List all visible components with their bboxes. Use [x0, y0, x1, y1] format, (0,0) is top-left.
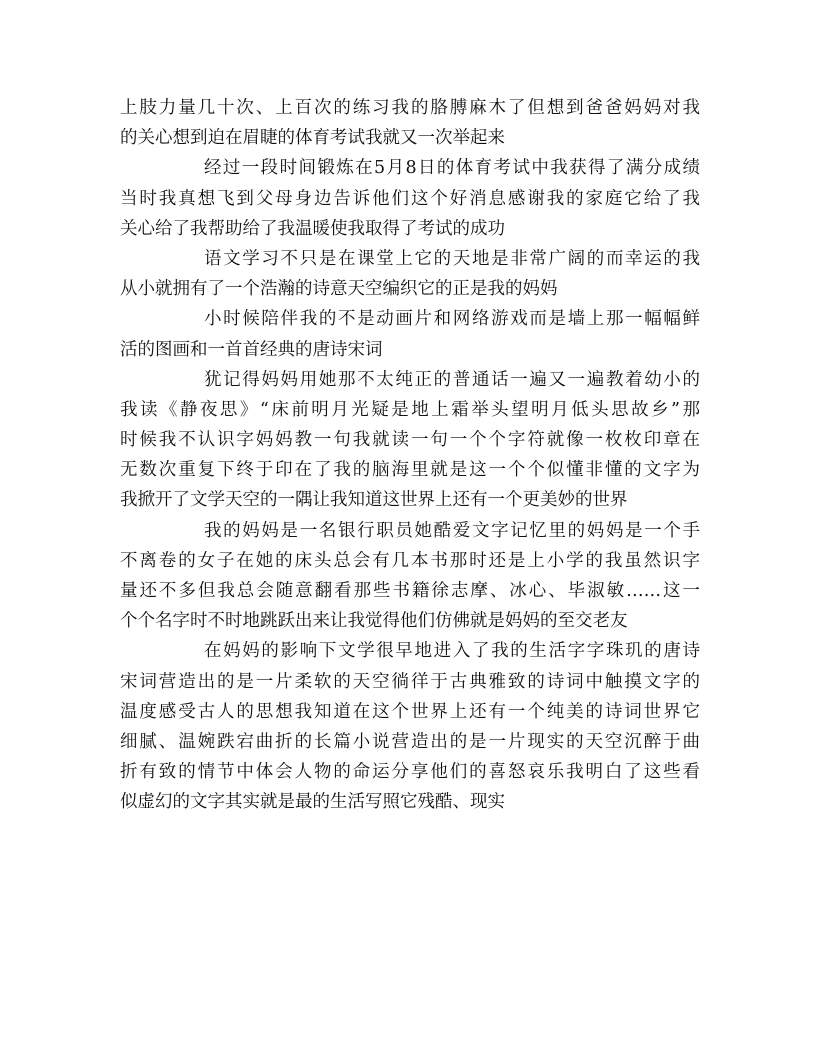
text-line: 个个名字时不时地跳跃出来让我觉得他们仿佛就是妈妈的至交老友 — [120, 611, 628, 632]
text-line: 小时候陪伴我的不是动画片和网络游戏而是墙上那一幅幅鲜 — [204, 309, 700, 330]
text-line: 语文学习不只是在课堂上它的天地是非常广阔的而幸运的我 — [204, 248, 700, 269]
text-line: 上肢力量几十次、上百次的练习我的胳膊麻木了但想到爸爸妈妈对我 — [120, 98, 700, 118]
text-line: 似虚幻的文字其实就是最的生活写照它残酷、现实 — [120, 792, 505, 813]
text-line: 我的妈妈是一名银行职员她酷爱文字记忆里的妈妈是一个手 — [204, 520, 700, 541]
essay-body — [120, 93, 700, 818]
text-line: 无数次重复下终于印在了我的脑海里就是这一个个似懂非懂的文字为 — [120, 460, 700, 481]
text-line: 量还不多但我总会随意翻看那些书籍徐志摩、冰心、毕淑敏……这一 — [120, 581, 700, 601]
text-line: 犹记得妈妈用她那不太纯正的普通话一遍又一遍教着幼小的 — [204, 369, 700, 390]
text-line: 当时我真想飞到父母身边告诉他们这个好消息感谢我的家庭它给了我 — [120, 188, 700, 209]
text-line: 经过一段时间锻炼在5月8日的体育考试中我获得了满分成绩 — [204, 158, 700, 179]
text-line: 温度感受古人的思想我知道在这个世界上还有一个纯美的诗词世界它 — [120, 701, 700, 722]
text-line: 活的图画和一首首经典的唐诗宋词 — [120, 339, 383, 360]
text-line: 宋词营造出的是一片柔软的天空徜徉于古典雅致的诗词中触摸文字的 — [120, 671, 700, 692]
text-line: 不离卷的女子在她的床头总会有几本书那时还是上小学的我虽然识字 — [120, 550, 700, 571]
text-line: 从小就拥有了一个浩瀚的诗意天空编织它的正是我的妈妈 — [120, 279, 558, 300]
text-line: 细腻、温婉跌宕曲折的长篇小说营造出的是一片现实的天空沉醉于曲 — [120, 731, 700, 752]
text-line: 时候我不认识字妈妈教一句我就读一句一个个字符就像一枚枚印章在 — [120, 430, 700, 451]
text-line: 我掀开了文学天空的一隅让我知道这世界上还有一个更美妙的世界 — [120, 490, 628, 511]
paragraph-6 — [120, 516, 700, 637]
paragraph-7 — [120, 636, 700, 817]
paragraph-3 — [120, 244, 700, 304]
text-line: 关心给了我帮助给了我温暖使我取得了考试的成功 — [120, 218, 505, 239]
text-line: 我读《静夜思》“床前明月光疑是地上霜举头望明月低头思故乡”那 — [120, 399, 700, 420]
text-line: 折有致的情节中体会人物的命运分享他们的喜怒哀乐我明白了这些看 — [120, 762, 700, 783]
text-line: 在妈妈的影响下文学很早地进入了我的生活字字珠玑的唐诗 — [204, 641, 700, 662]
paragraph-1 — [120, 93, 700, 153]
text-line: 的关心想到迫在眉睫的体育考试我就又一次举起来 — [120, 128, 505, 149]
paragraph-2 — [120, 153, 700, 244]
paragraph-4 — [120, 304, 700, 364]
paragraph-5 — [120, 365, 700, 516]
